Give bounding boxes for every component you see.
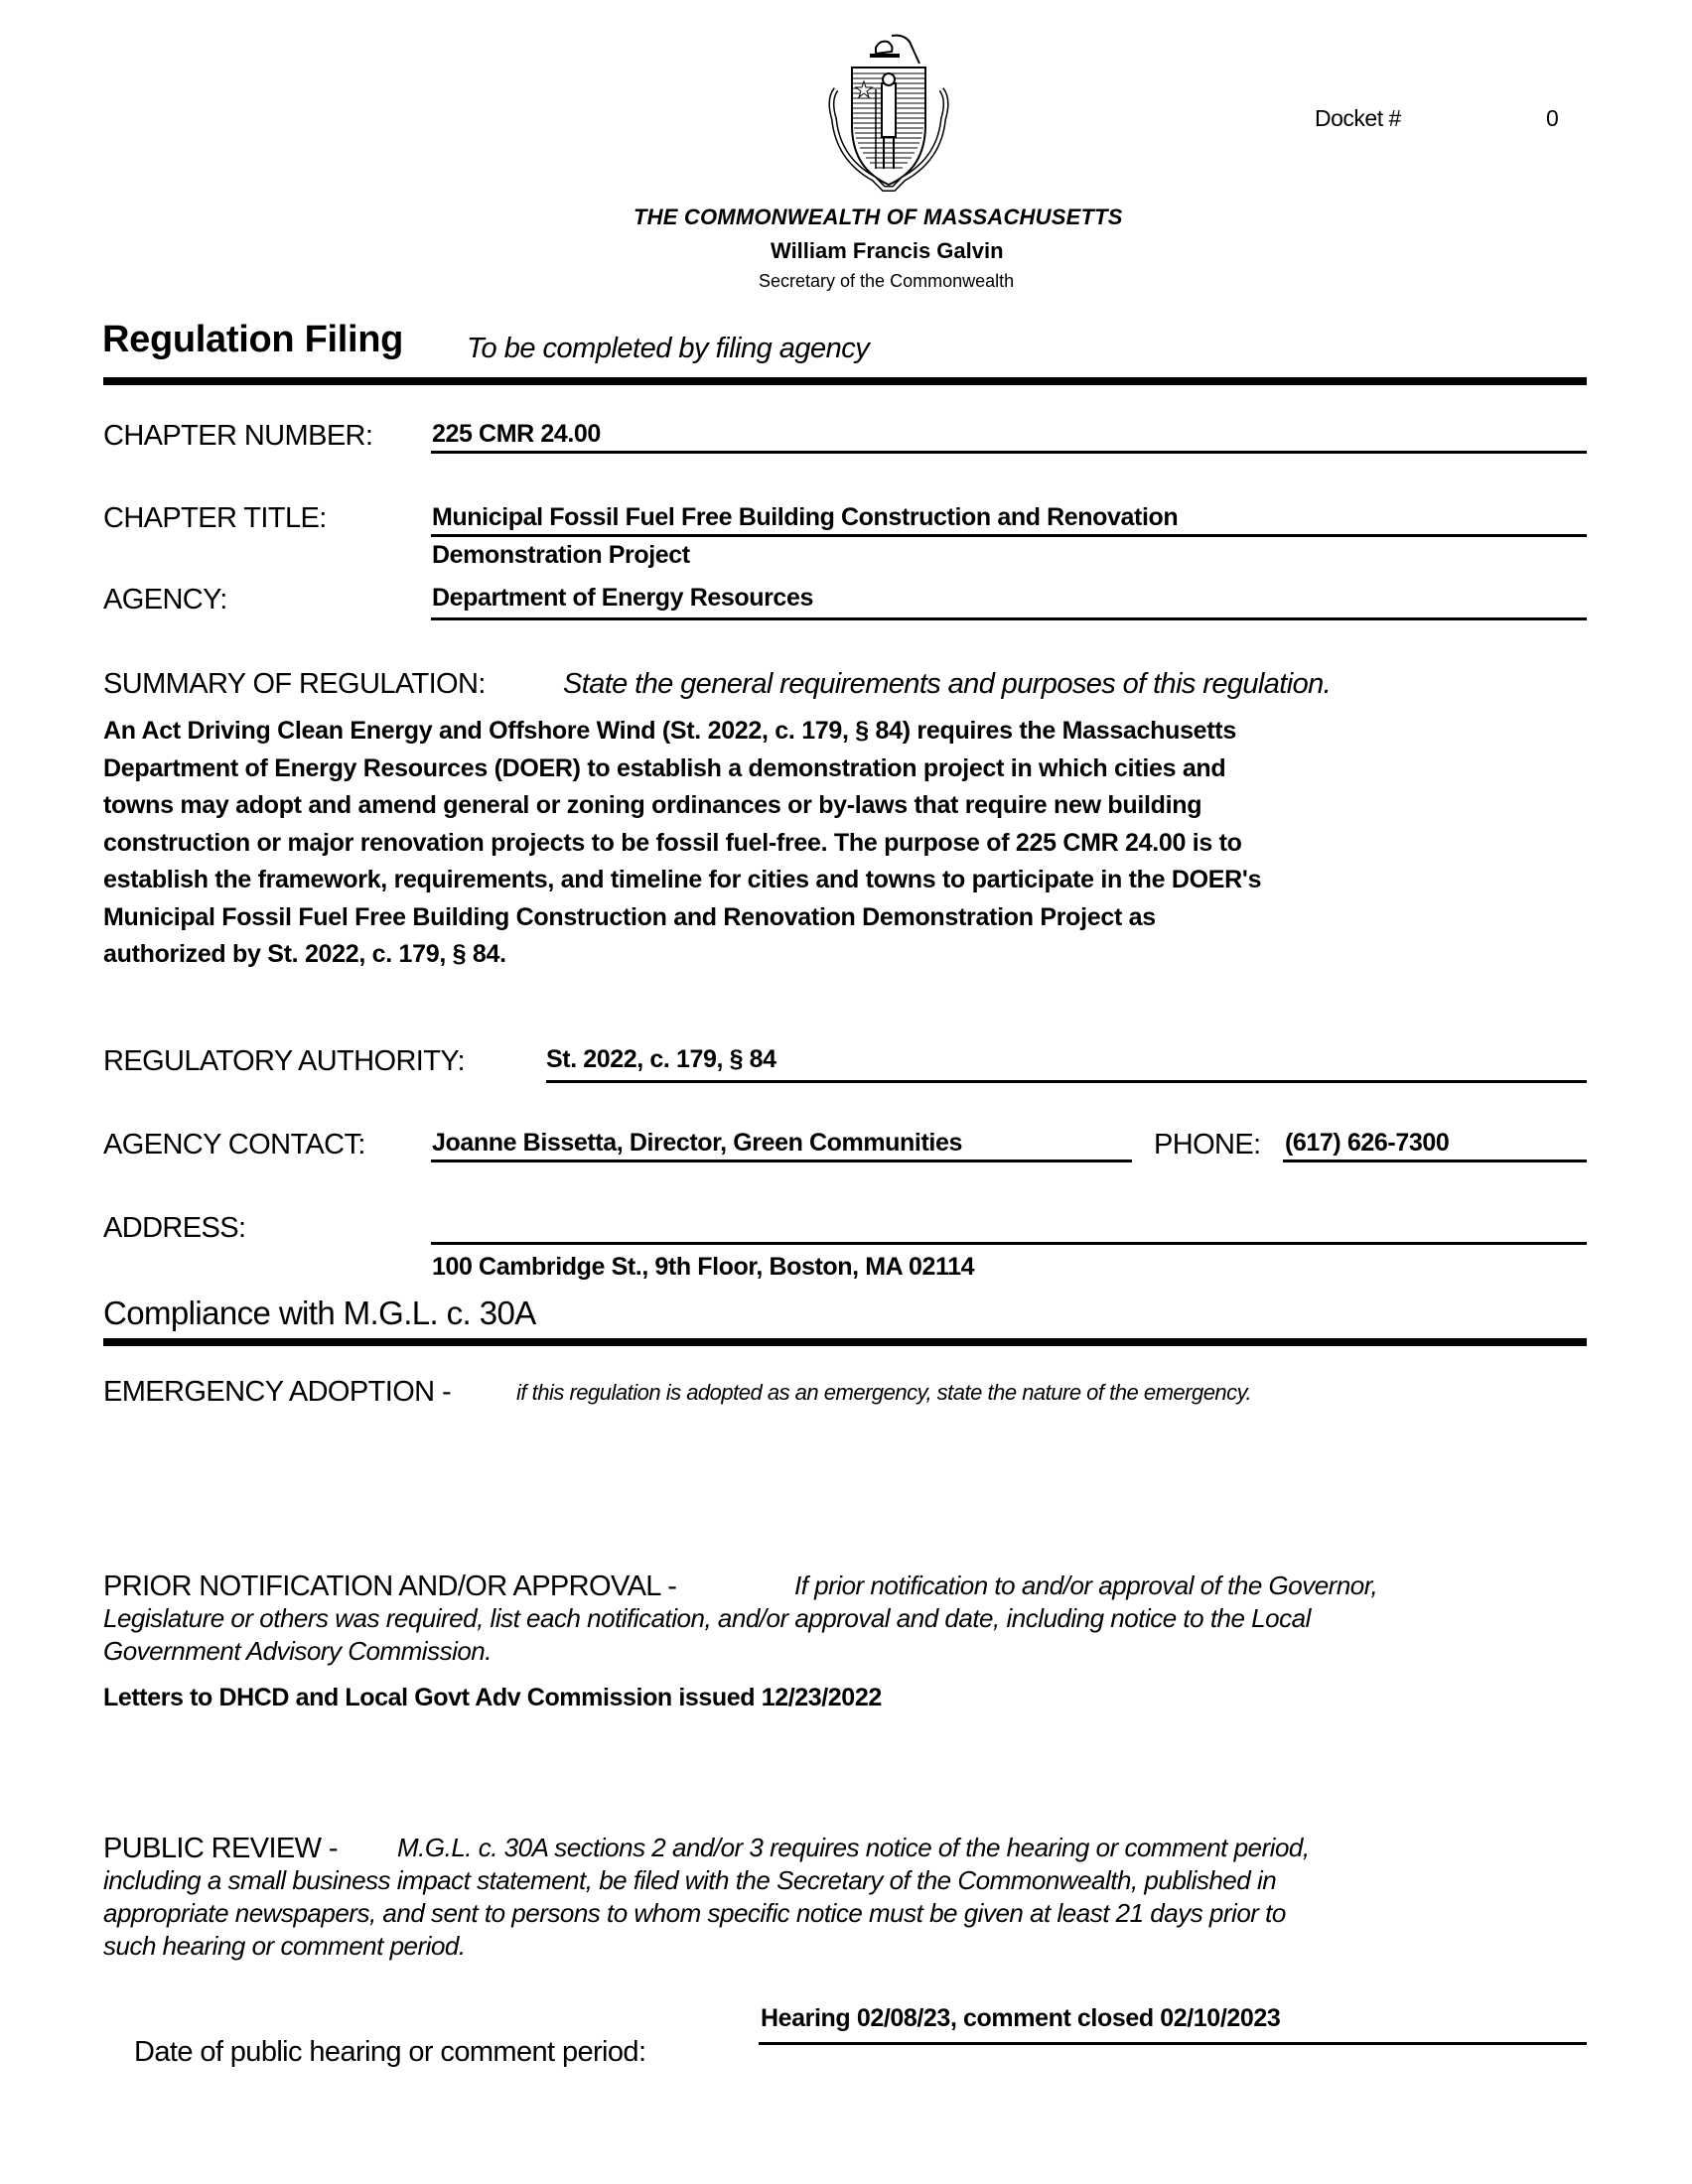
section-divider <box>103 377 1587 385</box>
summary-line: authorized by St. 2022, c. 179, § 84. <box>103 940 506 968</box>
instruction-line: Government Advisory Commission. <box>103 1636 492 1666</box>
docket-label: Docket # <box>1315 105 1401 131</box>
summary-line: Municipal Fossil Fuel Free Building Construction and Renovation Demonstration Project as <box>103 902 1156 931</box>
compliance-heading: Compliance with M.G.L. c. 30A <box>103 1295 536 1331</box>
compliance-divider <box>103 1338 1587 1346</box>
emergency-adoption-label: EMERGENCY ADOPTION - <box>103 1376 452 1408</box>
prior-notification-label: PRIOR NOTIFICATION AND/OR APPROVAL - <box>103 1570 677 1602</box>
instruction-line: appropriate newspapers, and sent to persons to whom specific notice must be given at least 21 days prior to <box>103 1898 1286 1928</box>
agency-underline <box>431 617 1587 620</box>
summary-line: towns may adopt and amend general or zoning ordinances or by-laws that require new building <box>103 791 1202 819</box>
regulatory-authority-underline <box>546 1080 1587 1083</box>
agency-contact-underline <box>431 1160 1132 1162</box>
instruction-line: Legislature or others was required, list each notification, and/or approval and date, including notice to the Local <box>103 1603 1311 1633</box>
summary-line: An Act Driving Clean Energy and Offshore Wind (St. 2022, c. 179, § 84) requires the Massachusetts <box>103 717 1236 745</box>
chapter-title-label: CHAPTER TITLE: <box>103 502 327 534</box>
summary-line: establish the framework, requirements, and timeline for cities and towns to participate in the DOER's <box>103 866 1262 893</box>
address-label: ADDRESS: <box>103 1212 246 1244</box>
agency-contact-value: Joanne Bissetta, Director, Green Communities <box>432 1129 962 1157</box>
phone-underline <box>1283 1160 1587 1162</box>
prior-notification-instruction-1: If prior notification to and/or approval of the Governor, <box>794 1570 1378 1600</box>
regulatory-authority-label: REGULATORY AUTHORITY: <box>103 1045 465 1077</box>
prior-notification-instruction <box>103 1602 1311 1668</box>
secretary-title: Secretary of the Commonwealth <box>759 271 1015 291</box>
agency-contact-label: AGENCY CONTACT: <box>103 1129 365 1160</box>
chapter-number-value: 225 CMR 24.00 <box>432 420 601 448</box>
summary-line: Department of Energy Resources (DOER) to establish a demonstration project in which cities and <box>103 753 1226 782</box>
chapter-title-value-line1: Municipal Fossil Fuel Free Building Construction and Renovation <box>432 503 1179 531</box>
summary-label: SUMMARY OF REGULATION: <box>103 668 486 700</box>
regulatory-authority-value: St. 2022, c. 179, § 84 <box>546 1045 776 1073</box>
commonwealth-heading: THE COMMONWEALTH OF MASSACHUSETTS <box>634 205 1123 229</box>
chapter-title-value-line2: Demonstration Project <box>432 541 690 569</box>
public-review-instruction-1: M.G.L. c. 30A sections 2 and/or 3 requires notice of the hearing or comment period, <box>397 1833 1310 1862</box>
docket-value: 0 <box>1546 105 1559 131</box>
form-subtitle: To be completed by filing agency <box>467 333 870 364</box>
chapter-number-underline <box>431 451 1587 454</box>
agency-label: AGENCY: <box>103 584 227 615</box>
emergency-adoption-instruction: if this regulation is adopted as an emergency, state the nature of the emergency. <box>516 1380 1252 1405</box>
secretary-name: William Francis Galvin <box>771 238 1004 263</box>
agency-value: Department of Energy Resources <box>432 584 813 612</box>
address-underline <box>431 1242 1587 1245</box>
summary-instruction: State the general requirements and purposes of this regulation. <box>563 668 1332 700</box>
public-review-instruction <box>103 1864 1286 1963</box>
summary-text <box>103 713 1261 974</box>
hearing-date-label: Date of public hearing or comment period: <box>134 2036 646 2068</box>
phone-value: (617) 626-7300 <box>1285 1129 1450 1157</box>
public-review-label: PUBLIC REVIEW - <box>103 1833 338 1864</box>
chapter-number-label: CHAPTER NUMBER: <box>103 420 373 452</box>
hearing-date-underline <box>759 2042 1587 2045</box>
hearing-date-value: Hearing 02/08/23, comment closed 02/10/2023 <box>761 2004 1281 2032</box>
massachusetts-seal-icon <box>814 30 963 197</box>
instruction-line: such hearing or comment period. <box>103 1931 466 1961</box>
phone-label: PHONE: <box>1154 1129 1261 1160</box>
form-title: Regulation Filing <box>102 319 404 360</box>
chapter-title-underline <box>431 534 1587 537</box>
address-value: 100 Cambridge St., 9th Floor, Boston, MA 02114 <box>432 1253 975 1281</box>
prior-notification-value: Letters to DHCD and Local Govt Adv Commission issued 12/23/2022 <box>103 1684 882 1711</box>
summary-line: construction or major renovation projects to be fossil fuel-free. The purpose of 225 CMR 24.00 is to <box>103 828 1242 857</box>
instruction-line: including a small business impact statement, be filed with the Secretary of the Commonwealth, published in <box>103 1865 1277 1895</box>
